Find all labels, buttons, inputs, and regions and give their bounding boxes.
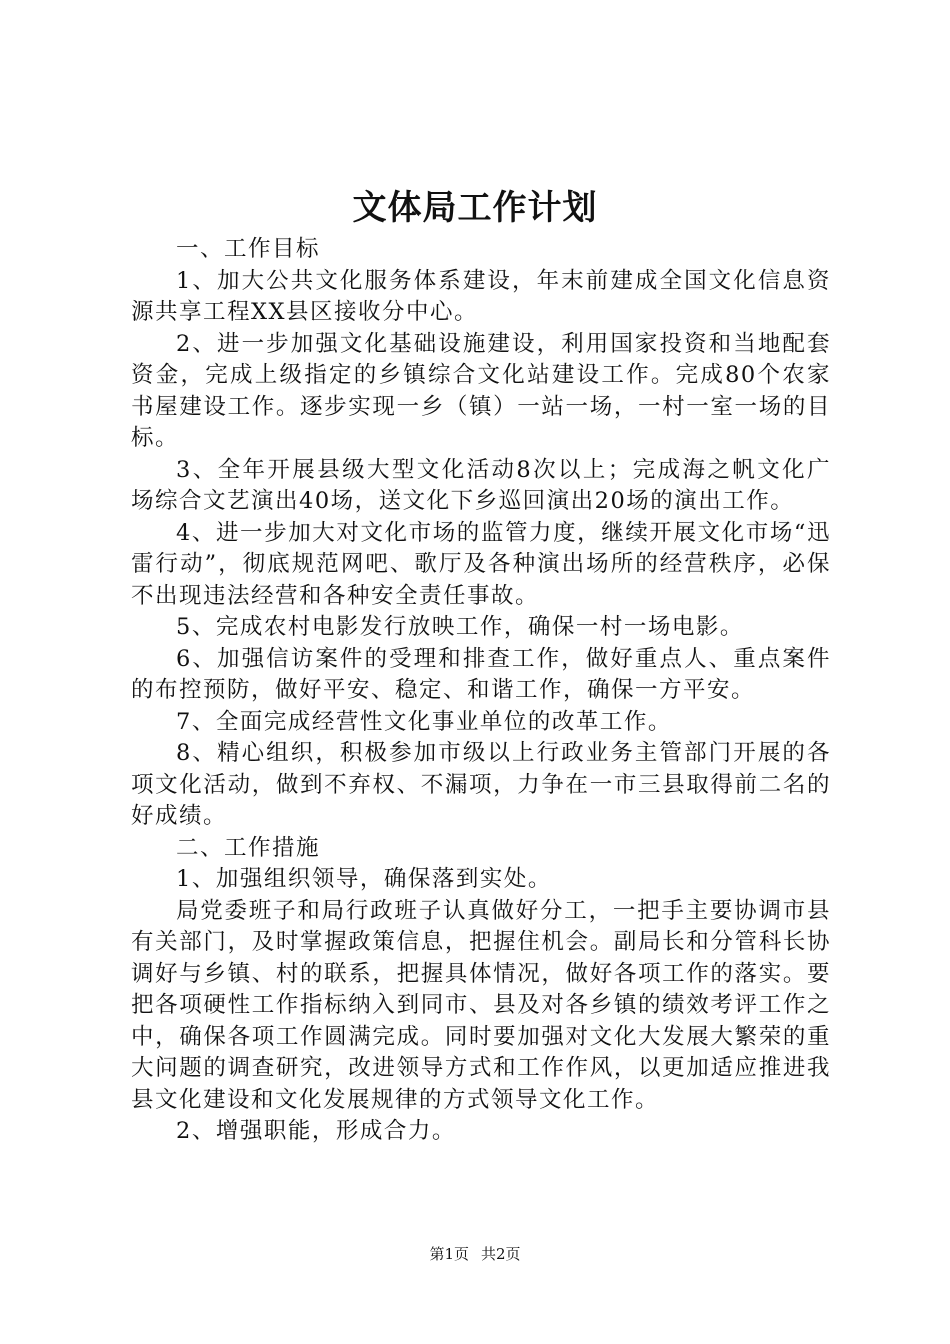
paragraph: 2、增强职能，形成合力。: [176, 1118, 456, 1144]
page-number-total: 共2页: [481, 1245, 521, 1263]
paragraph: 一、工作目标: [176, 236, 321, 262]
page-title: 文体局工作计划: [352, 188, 598, 228]
paragraph: 8、精心组织，积极参加市级以上行政业务主管部门开展的各项文化活动，做到不弃权、不漏项，力争在一市三县取得前二名的好成绩。: [131, 740, 831, 829]
paragraph: 2、进一步加强文化基础设施建设，利用国家投资和当地配套资金，完成上级指定的乡镇综合文化站建设工作。完成80个农家书屋建设工作。逐步实现一乡（镇）一站一场，一村一室一场的目标。: [131, 330, 831, 451]
paragraph: 3、全年开展县级大型文化活动8次以上；完成海之帆文化广场综合文艺演出40场，送文化下乡巡回演出20场的演出工作。: [131, 456, 831, 514]
paragraph: 二、工作措施: [176, 834, 321, 861]
paragraph: 1、加强组织领导，确保落到实处。: [176, 866, 552, 892]
page-footer: [0, 1244, 950, 1264]
paragraph: 5、完成农村电影发行放映工作，确保一村一场电影。: [176, 614, 744, 640]
paragraph: 1、加大公共文化服务体系建设，年末前建成全国文化信息资源共享工程XX县区接收分中心。: [131, 267, 831, 325]
paragraph: 7、全面完成经营性文化事业单位的改革工作。: [176, 708, 672, 735]
paragraph: 局党委班子和局行政班子认真做好分工，一把手主要协调市县有关部门，及时掌握政策信息，把握住机会。副局长和分管科长协调好与乡镇、村的联系，把握具体情况，做好各项工作的落实。要把各项硬性工作指标纳入到同市、县及对各乡镇的绩效考评工作之中，确保各项工作圆满完成。同时要加强对文化大发展大繁荣的重大问题的调查研究，改进领导方式和工作作风，以更加适应推进我县文化建设和文化发展规律的方式领导文化工作。: [131, 897, 831, 1113]
paragraph: 4、进一步加大对文化市场的监管力度，继续开展文化市场“迅雷行动”，彻底规范网吧、歌厅及各种演出场所的经营秩序，必保不出现违法经营和各种安全责任事故。: [131, 519, 831, 609]
page-number-current: 第1页: [429, 1245, 469, 1263]
paragraph: 6、加强信访案件的受理和排查工作，做好重点人、重点案件的布控预防，做好平安、稳定、和谐工作，确保一方平安。: [131, 645, 831, 703]
document-body: [131, 234, 831, 1148]
